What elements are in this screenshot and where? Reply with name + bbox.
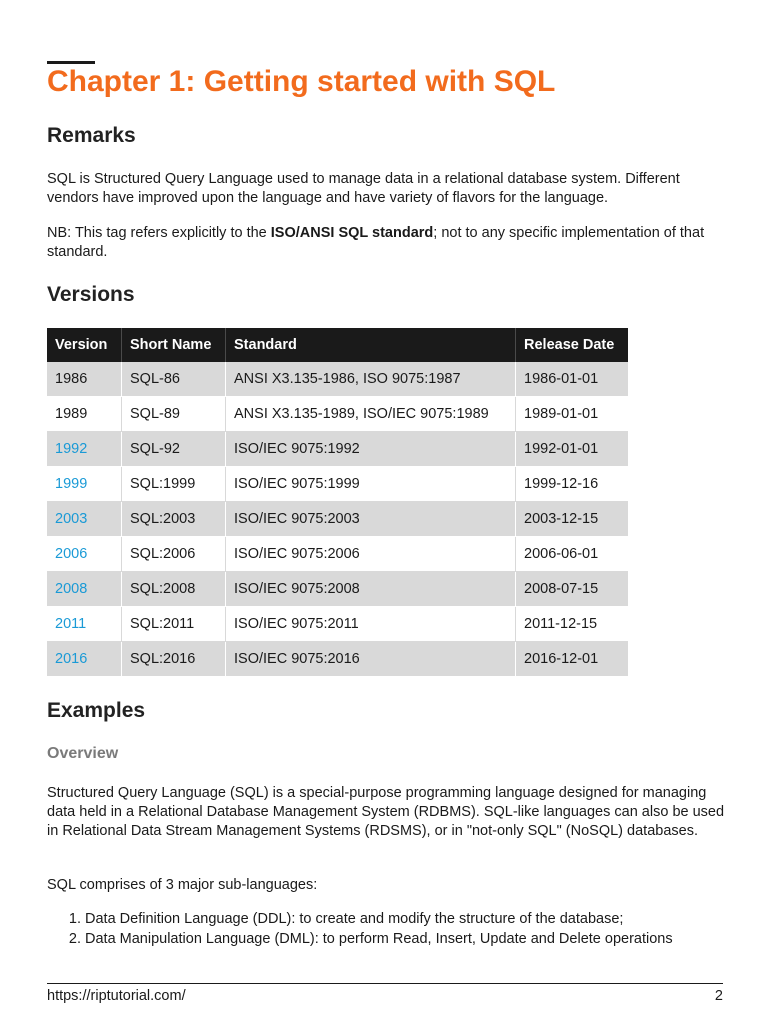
page-number: 2 [714,988,723,1004]
short-name-cell: SQL-86 [122,362,226,397]
short-name-cell: SQL:2011 [122,607,226,642]
examples-heading: Examples [47,699,146,722]
short-name-cell: SQL-92 [122,432,226,467]
table-row [47,362,628,397]
version-cell: 1989 [47,397,122,432]
standard-cell: ISO/IEC 9075:2011 [226,607,516,642]
short-name-cell: SQL:2003 [122,502,226,537]
column-header-version: Version [47,328,122,362]
list-item: 2. Data Manipulation Language (DML): to perform Read, Insert, Update and Delete operations [85,929,765,949]
table-row [47,432,628,467]
version-link[interactable]: 2006 [55,546,88,562]
standard-cell: ISO/IEC 9075:2008 [226,572,516,607]
short-name-cell: SQL-89 [122,397,226,432]
short-name-cell: SQL:2008 [122,572,226,607]
sub-languages-intro: SQL comprises of 3 major sub-languages: [47,877,318,893]
sub-languages-list [47,909,765,949]
release-date-cell: 1999-12-16 [516,467,629,502]
table-row [47,467,628,502]
release-date-cell: 2008-07-15 [516,572,629,607]
release-date-cell: 1989-01-01 [516,397,629,432]
version-cell [47,572,122,607]
version-cell [47,642,122,677]
table-row [47,502,628,537]
footer-url-link[interactable]: https://riptutorial.com/ [47,988,186,1004]
column-header-release-date: Release Date [516,328,629,362]
versions-table-header [47,328,628,362]
version-cell [47,432,122,467]
remarks-paragraph-2 [47,224,727,262]
list-item: 1. Data Definition Language (DDL): to create and modify the structure of the database; [85,909,765,929]
version-link[interactable]: 1999 [55,476,88,492]
standard-cell: ISO/IEC 9075:2006 [226,537,516,572]
release-date-cell: 2011-12-15 [516,607,629,642]
iso-ansi-standard-text: ISO/ANSI SQL standard [270,225,434,241]
standard-cell: ANSI X3.135-1986, ISO 9075:1987 [226,362,516,397]
version-link[interactable]: 2003 [55,511,88,527]
version-cell: 1986 [47,362,122,397]
overview-heading: Overview [47,745,119,762]
versions-table-body [47,362,628,677]
version-cell [47,607,122,642]
column-header-short-name: Short Name [122,328,226,362]
table-row [47,397,628,432]
version-cell [47,467,122,502]
versions-table [47,328,628,677]
versions-heading: Versions [47,283,135,306]
release-date-cell: 2006-06-01 [516,537,629,572]
overview-paragraph: Structured Query Language (SQL) is a special-purpose programming language designed for managing data held in a Relational Database Management System (RDBMS). SQL-like languages can also be used in Relational Data Stream Management Systems (RDSMS), or in "not-only SQL" (NoSQL) databases. [47,785,725,839]
release-date-cell: 2003-12-15 [516,502,629,537]
column-header-standard: Standard [226,328,516,362]
table-row [47,607,628,642]
short-name-cell: SQL:1999 [122,467,226,502]
release-date-cell: 1992-01-01 [516,432,629,467]
release-date-cell: 1986-01-01 [516,362,629,397]
short-name-cell: SQL:2006 [122,537,226,572]
remarks-paragraph-1: SQL is Structured Query Language used to manage data in a relational database system. Different vendors have improved upon the language and have variety of flavors for the language. [47,171,680,206]
table-row [47,537,628,572]
short-name-cell: SQL:2016 [122,642,226,677]
standard-cell: ISO/IEC 9075:1999 [226,467,516,502]
table-row [47,572,628,607]
version-link[interactable]: 2016 [55,651,88,667]
remarks-para2-prefix: NB: This tag refers explicitly to the [47,225,271,241]
version-link[interactable]: 1992 [55,441,88,457]
version-cell [47,502,122,537]
standard-cell: ISO/IEC 9075:1992 [226,432,516,467]
standard-cell: ANSI X3.135-1989, ISO/IEC 9075:1989 [226,397,516,432]
version-cell [47,537,122,572]
standard-cell: ISO/IEC 9075:2016 [226,642,516,677]
footer-divider [47,983,723,984]
release-date-cell: 2016-12-01 [516,642,629,677]
version-link[interactable]: 2011 [55,616,87,632]
chapter-title: Chapter 1: Getting started with SQL [47,65,556,98]
remarks-para2-suffix: ; not to any specific implementation of that standard. [47,225,705,260]
table-row [47,642,628,677]
remarks-heading: Remarks [47,124,136,147]
version-link[interactable]: 2008 [55,581,88,597]
standard-cell: ISO/IEC 9075:2003 [226,502,516,537]
